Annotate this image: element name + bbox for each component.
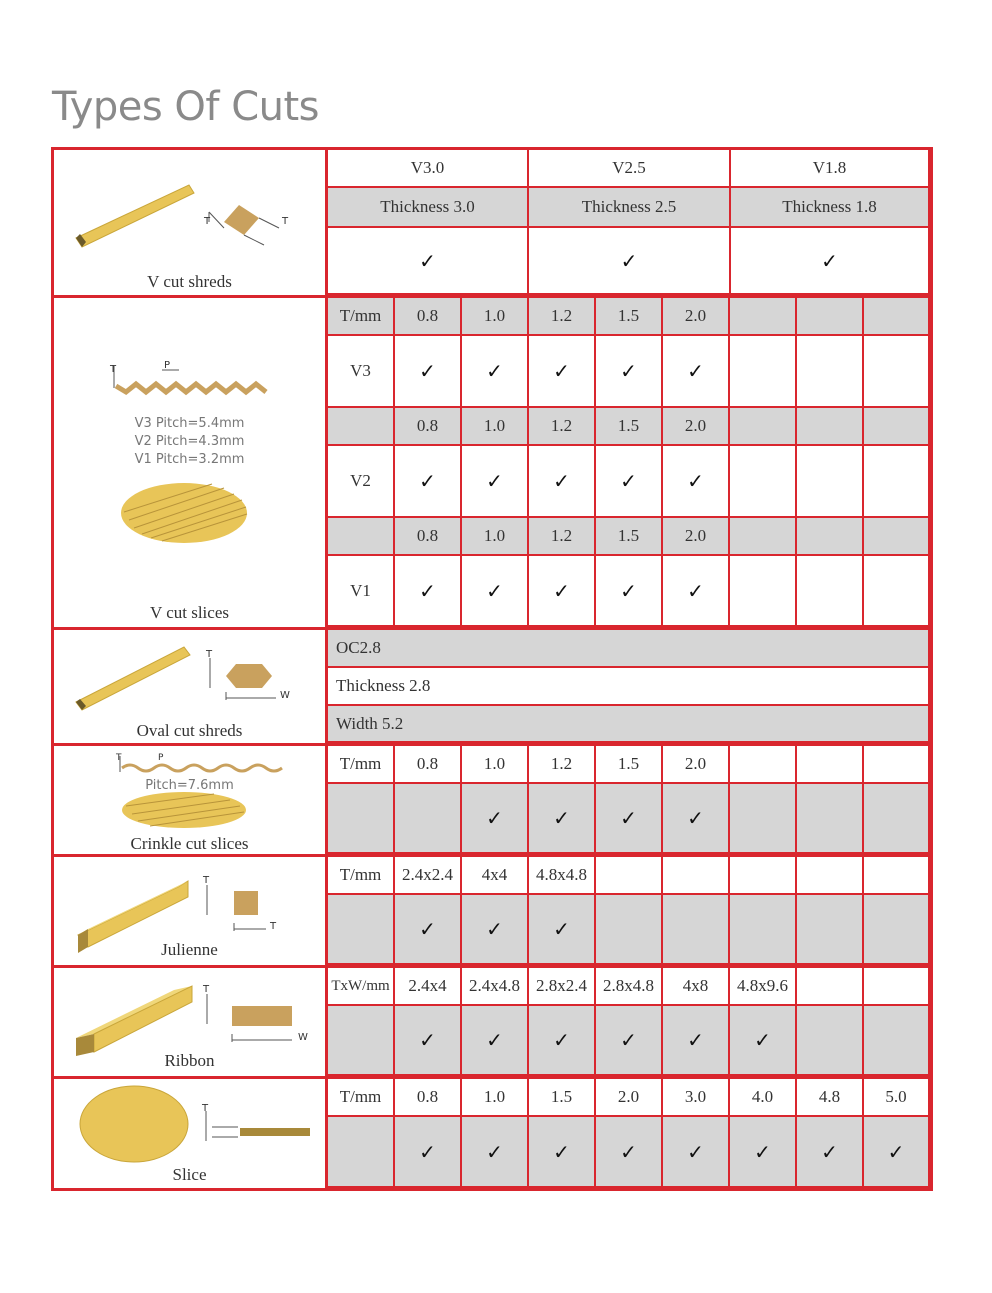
cell-text: 1.5 (550, 1087, 573, 1106)
header-cell (797, 1079, 864, 1117)
check-mark: ✓ (620, 359, 637, 383)
cell-text: V2 (350, 471, 371, 490)
pitch-v3: V3 Pitch=5.4mm (134, 416, 245, 431)
cell-text: TxW/mm (331, 977, 390, 994)
header-cell (730, 518, 797, 556)
cell-text: 1.5 (617, 416, 640, 435)
svg-text:W: W (298, 1032, 308, 1043)
check-mark: ✓ (486, 806, 503, 830)
cell-text: Thickness 2.8 (336, 676, 431, 695)
cell-text: 4x4 (481, 865, 508, 884)
svg-text:T: T (203, 875, 210, 886)
check-mark: ✓ (419, 248, 436, 273)
check-cell (864, 1006, 930, 1076)
check-mark: ✓ (620, 578, 637, 603)
check-mark: ✓ (486, 1139, 503, 1164)
cell-text: 2.0 (684, 526, 707, 545)
check-cell (529, 1006, 596, 1076)
check-cell (864, 784, 930, 854)
check-cell (663, 336, 730, 408)
check-cell (596, 784, 663, 854)
cell-text: 2.0 (684, 416, 707, 435)
check-cell (797, 1117, 864, 1188)
thickness-cell (529, 188, 731, 228)
header-cell (730, 857, 797, 895)
cell-text: 2.0 (617, 1087, 640, 1106)
oval-spec-row (328, 706, 930, 743)
cell-text: 1.0 (483, 1087, 506, 1106)
header-cell (797, 968, 864, 1006)
check-cell (730, 336, 797, 408)
header-cell (596, 1079, 663, 1117)
header-cell (864, 746, 930, 784)
w-label: W (280, 690, 290, 701)
header-cell (864, 518, 930, 556)
header-cell (663, 518, 730, 556)
cell-text: V3 (350, 361, 371, 380)
cell-text: V1.8 (812, 158, 847, 177)
caption-v-cut-slices: V cut slices (149, 603, 229, 622)
v-cut-shreds-grid (328, 150, 930, 295)
julienne-illustration (54, 857, 325, 965)
cell-text: 1.0 (483, 526, 506, 545)
header-cell (797, 746, 864, 784)
header-cell (462, 518, 529, 556)
cell-text: V1 (350, 580, 371, 600)
header-cell (395, 746, 462, 784)
cell-text: 1.0 (483, 306, 506, 325)
check-cell (462, 784, 529, 854)
cell-text: 4.8x9.6 (737, 976, 788, 995)
page-title: Types Of Cuts (52, 84, 320, 130)
check-mark: ✓ (419, 578, 436, 603)
check-mark: ✓ (419, 1139, 436, 1164)
cell-text: 4x8 (682, 976, 709, 995)
cell-text: 1.0 (483, 754, 506, 773)
cell-text: 4.8 (818, 1087, 841, 1106)
header-cell (730, 968, 797, 1006)
check-cell (596, 446, 663, 518)
check-cell (864, 446, 930, 518)
header-cell (462, 1079, 529, 1117)
caption-crinkle-cut-slices: Crinkle cut slices (130, 834, 249, 853)
v-cut-slices-grid (328, 298, 930, 627)
check-cell (864, 895, 930, 965)
cell-text: 0.8 (416, 754, 439, 773)
header-cell (328, 857, 395, 895)
pitch-v1: V1 Pitch=3.2mm (134, 452, 245, 467)
check-cell (663, 1006, 730, 1076)
header-cell (797, 518, 864, 556)
header-cell (395, 518, 462, 556)
check-cell (529, 446, 596, 518)
oval-cut-shreds-illustration (54, 630, 325, 743)
svg-text:T: T (202, 1103, 209, 1114)
check-cell (596, 1117, 663, 1188)
check-cell (462, 556, 529, 627)
check-cell (731, 228, 930, 295)
check-mark: ✓ (486, 1028, 503, 1052)
check-mark: ✓ (887, 1139, 905, 1164)
header-cell (663, 298, 730, 336)
julienne-grid (328, 857, 930, 965)
check-mark: ✓ (553, 1028, 570, 1052)
column-header (328, 150, 529, 188)
header-cell (797, 857, 864, 895)
check-cell (529, 556, 596, 627)
crinkle-cut-slices-grid (328, 746, 930, 854)
header-cell (864, 408, 930, 446)
row-label (328, 556, 395, 627)
crinkle-cut-slices-illustration (54, 746, 325, 854)
check-cell (529, 228, 731, 295)
thickness-cell (731, 188, 930, 228)
column-header (529, 150, 731, 188)
cell-text: 2.0 (684, 306, 707, 325)
cell-text: 5.0 (885, 1087, 907, 1106)
check-cell (328, 1006, 395, 1076)
check-cell (864, 556, 930, 627)
cell-text: 2.8x2.4 (536, 976, 587, 995)
header-cell (596, 298, 663, 336)
check-cell (663, 1117, 730, 1188)
header-cell (328, 298, 395, 336)
header-cell (395, 857, 462, 895)
check-cell (797, 895, 864, 965)
header-cell (395, 1079, 462, 1117)
check-mark: ✓ (821, 248, 838, 273)
crinkle-pitch: Pitch=7.6mm (145, 778, 234, 793)
header-cell (864, 857, 930, 895)
header-cell (462, 298, 529, 336)
check-cell (797, 446, 864, 518)
cell-text: T/mm (339, 754, 382, 773)
cell-text: 0.8 (416, 306, 439, 325)
check-cell (797, 784, 864, 854)
check-mark: ✓ (553, 469, 570, 493)
check-cell (730, 556, 797, 627)
check-mark: ✓ (553, 359, 570, 383)
check-mark: ✓ (486, 359, 503, 383)
svg-text:T: T (110, 364, 117, 375)
check-mark: ✓ (553, 917, 570, 941)
t-label: T (206, 649, 213, 660)
caption-oval-cut-shreds: Oval cut shreds (136, 721, 243, 740)
header-cell (328, 968, 395, 1006)
check-cell (529, 1117, 596, 1188)
check-mark: ✓ (620, 806, 637, 830)
check-mark: ✓ (553, 578, 570, 603)
check-cell (462, 895, 529, 965)
header-cell (864, 1079, 930, 1117)
check-mark: ✓ (754, 1139, 771, 1164)
check-mark: ✓ (486, 469, 503, 493)
svg-text:T: T (116, 753, 122, 763)
header-cell (596, 857, 663, 895)
check-cell (328, 228, 529, 295)
cell-text: 1.2 (550, 754, 573, 773)
check-cell (328, 784, 395, 854)
cell-text: 2.8x4.8 (603, 976, 654, 995)
cell-text: T/mm (339, 1087, 382, 1106)
check-cell (395, 556, 462, 627)
check-cell (730, 895, 797, 965)
cell-text: T/mm (339, 865, 382, 884)
cell-text: 2.4x4.8 (469, 976, 520, 995)
header-cell (730, 746, 797, 784)
header-cell (328, 1079, 395, 1117)
check-cell (529, 895, 596, 965)
caption-ribbon: Ribbon (164, 1051, 215, 1070)
slice-grid (328, 1079, 930, 1188)
check-cell (395, 446, 462, 518)
caption-julienne: Julienne (161, 940, 218, 959)
check-mark: ✓ (687, 578, 704, 603)
p-label: P (164, 360, 171, 371)
header-cell (328, 518, 395, 556)
cell-text: 0.8 (416, 526, 439, 545)
check-mark: ✓ (754, 1028, 771, 1052)
check-cell (730, 1117, 797, 1188)
header-cell (730, 1079, 797, 1117)
check-cell (395, 336, 462, 408)
check-cell (395, 1117, 462, 1188)
check-cell (797, 1006, 864, 1076)
ribbon-illustration (54, 968, 325, 1076)
pitch-notes (54, 415, 325, 469)
oval-cut-shreds-grid (328, 630, 930, 743)
header-cell (797, 408, 864, 446)
header-cell (395, 408, 462, 446)
check-mark: ✓ (620, 469, 637, 493)
check-cell (462, 1117, 529, 1188)
header-cell (328, 408, 395, 446)
header-cell (663, 408, 730, 446)
oval-spec-row (328, 668, 930, 706)
check-cell (529, 336, 596, 408)
check-cell (864, 1117, 930, 1188)
caption-v-cut-shreds: V cut shreds (147, 272, 232, 291)
svg-text:P: P (158, 753, 164, 763)
check-cell (730, 446, 797, 518)
header-cell (529, 1079, 596, 1117)
check-cell (462, 1006, 529, 1076)
cell-text: OC2.8 (336, 638, 381, 657)
header-cell (596, 746, 663, 784)
check-mark: ✓ (419, 469, 436, 493)
v-cut-shreds-illustration (54, 150, 325, 295)
header-cell (462, 968, 529, 1006)
check-mark: ✓ (620, 1028, 637, 1052)
cell-text: V2.5 (612, 158, 646, 177)
header-cell (395, 968, 462, 1006)
check-cell (395, 784, 462, 854)
cell-text: 1.5 (617, 306, 640, 325)
check-cell (395, 895, 462, 965)
check-cell (663, 556, 730, 627)
row-label (328, 336, 395, 408)
oval-spec-row (328, 630, 930, 668)
check-cell (730, 1006, 797, 1076)
check-mark: ✓ (687, 1139, 704, 1164)
check-mark: ✓ (687, 359, 704, 383)
check-mark: ✓ (687, 1028, 704, 1052)
header-cell (462, 408, 529, 446)
cell-text: Thickness 2.5 (581, 197, 677, 216)
check-cell (864, 336, 930, 408)
check-cell (730, 784, 797, 854)
header-cell (797, 298, 864, 336)
check-mark: ✓ (821, 1139, 838, 1164)
cell-text: 1.2 (550, 306, 573, 325)
check-mark: ✓ (486, 917, 503, 941)
cell-text: 2.4x2.4 (402, 865, 453, 884)
header-cell (328, 746, 395, 784)
header-cell (663, 857, 730, 895)
check-cell (328, 895, 395, 965)
check-mark: ✓ (553, 1139, 570, 1164)
slice-illustration (54, 1079, 325, 1188)
check-cell (797, 336, 864, 408)
check-mark: ✓ (419, 1028, 436, 1052)
check-mark: ✓ (620, 248, 638, 273)
check-cell (395, 1006, 462, 1076)
header-cell (529, 968, 596, 1006)
check-cell (663, 784, 730, 854)
cell-text: Thickness 3.0 (380, 197, 475, 216)
header-cell (596, 408, 663, 446)
check-mark: ✓ (419, 359, 436, 383)
header-cell (529, 408, 596, 446)
row-label (328, 446, 395, 518)
header-cell (730, 408, 797, 446)
cell-text: 2.0 (684, 754, 707, 773)
cell-text: 1.2 (550, 526, 573, 545)
header-cell (462, 857, 529, 895)
caption-slice: Slice (172, 1165, 207, 1184)
v-cut-slices-illustration (54, 298, 325, 627)
svg-text:T: T (270, 921, 277, 932)
header-cell (529, 518, 596, 556)
check-mark: ✓ (486, 578, 503, 603)
check-mark: ✓ (553, 806, 570, 830)
header-cell (730, 298, 797, 336)
pitch-v2: V2 Pitch=4.3mm (134, 434, 245, 449)
header-cell (395, 298, 462, 336)
check-mark: ✓ (687, 469, 704, 493)
svg-text:T: T (203, 984, 210, 995)
column-header (731, 150, 930, 188)
check-cell (663, 895, 730, 965)
header-cell (529, 857, 596, 895)
cell-text: 0.8 (416, 416, 439, 435)
header-cell (596, 518, 663, 556)
cell-text: 1.5 (617, 754, 640, 773)
check-cell (529, 784, 596, 854)
header-cell (663, 746, 730, 784)
check-cell (596, 1006, 663, 1076)
cell-text: 4.8x4.8 (536, 865, 587, 884)
check-mark: ✓ (687, 806, 704, 830)
check-cell (328, 1117, 395, 1188)
cell-text: 4.0 (751, 1087, 774, 1106)
cell-text: 2.4x4 (408, 976, 447, 995)
header-cell (529, 298, 596, 336)
cell-text: Thickness 1.8 (782, 197, 877, 216)
thickness-cell (328, 188, 529, 228)
cell-text: 3.0 (684, 1087, 707, 1106)
cell-text: 0.8 (416, 1087, 439, 1106)
ribbon-grid (328, 968, 930, 1076)
check-cell (596, 556, 663, 627)
header-cell (529, 746, 596, 784)
header-cell (663, 1079, 730, 1117)
cell-text: T/mm (339, 306, 382, 325)
check-cell (462, 336, 529, 408)
cell-text: 1.2 (550, 416, 573, 435)
cell-text: 1.0 (483, 416, 506, 435)
check-cell (797, 556, 864, 627)
header-cell (864, 298, 930, 336)
cell-text: Width 5.2 (336, 713, 404, 733)
cell-text: V3.0 (410, 158, 445, 177)
check-cell (596, 895, 663, 965)
header-cell (663, 968, 730, 1006)
check-cell (596, 336, 663, 408)
check-cell (462, 446, 529, 518)
check-mark: ✓ (620, 1139, 637, 1164)
svg-text:T: T (282, 216, 289, 227)
cell-text: 1.5 (617, 526, 640, 545)
header-cell (596, 968, 663, 1006)
check-mark: ✓ (419, 917, 436, 941)
check-cell (663, 446, 730, 518)
t-label: T (204, 216, 211, 227)
header-cell (462, 746, 529, 784)
header-cell (864, 968, 930, 1006)
